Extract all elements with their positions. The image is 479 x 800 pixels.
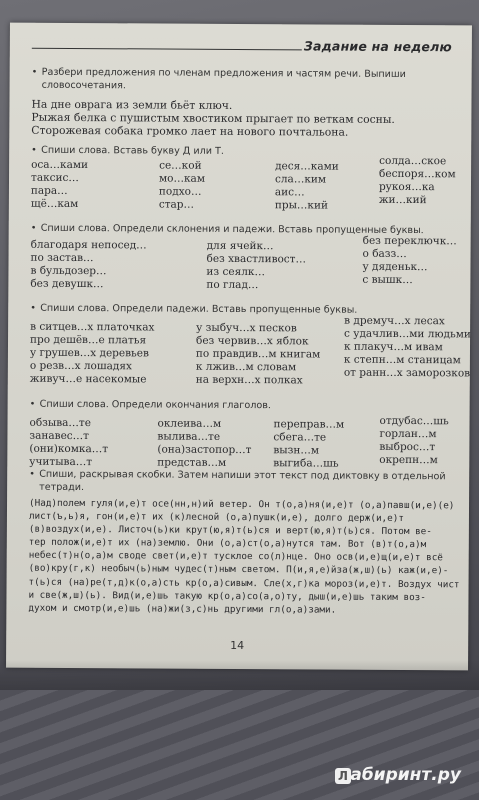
- task2-word: таксис…: [30, 171, 79, 185]
- task1-instruction-text: Разбери предложения по членам предложения и частям речи. Выпиши словосочетания.: [41, 66, 406, 91]
- task5-instruction-text: Спиши слова. Определи окончания глаголов.: [39, 398, 271, 412]
- task5-word-grid: [29, 414, 455, 476]
- task3-word: без хвастливост…: [206, 252, 307, 266]
- task5-word: оклеива…м: [157, 417, 222, 430]
- dictation-line: тер полож(и,е)т их (на)землю. Они (о,а)ст(о,а)нутся там. Вот (в)т(о,а)м: [28, 537, 427, 551]
- task5-word: горлан…м: [379, 427, 437, 441]
- watermark: абиринт.ру: [350, 765, 461, 785]
- page-number: 14: [230, 638, 245, 653]
- task1-instruction: [32, 67, 454, 95]
- task2-word: оса…ками: [31, 158, 89, 172]
- task5-word: занавес…т: [29, 429, 90, 443]
- bullet-icon: •: [31, 144, 37, 156]
- task3-word: по застав…: [30, 251, 94, 265]
- bullet-icon: •: [30, 222, 37, 234]
- task2-word: се…кой: [159, 159, 202, 172]
- page-header: [32, 37, 452, 58]
- task2-word: аис…: [274, 186, 305, 199]
- task2-word: щё…кам: [30, 197, 79, 211]
- dictation-line: лист(ъ,ь)я, гон(и,е)т их (к)лесной (о,а)пушк(и,е), долго держ(и,е)т: [28, 510, 405, 525]
- task1-sentence: Рыжая белка с пушистым хвостиком прыгает по веткам сосны.: [31, 110, 395, 126]
- task4-word: у грушев…х деревьев: [29, 346, 149, 360]
- task1-sentence: На дне оврага из земли бьёт ключ.: [31, 97, 233, 112]
- task4-word: с удачлив…ми людьми: [344, 327, 471, 341]
- task5-word: обзыва…те: [29, 416, 91, 430]
- dictation-line: небес(т)н(о,а)м своде свет(и,е)т тусклое со(л)нце. Оно осв(и,е)щ(и,е)т всё: [28, 550, 443, 564]
- task5-word: выброс…т: [379, 440, 436, 454]
- task4-word: в ситцев…х платочках: [30, 320, 155, 334]
- dictation-line: и све(ж,ш)(ь). Вид(и,е)шь такую кр(о,а)со(а,о)ту, дыш(и,е)шь таким воз-: [28, 589, 426, 603]
- task4-word: о резв…х лошадях: [29, 359, 132, 373]
- task6-dictation-text: [28, 497, 459, 617]
- task2-word: беспоря…ком: [379, 167, 456, 181]
- task4-word: про дешёв…е платья: [30, 333, 147, 347]
- task5-word: окрепн…м: [379, 453, 438, 467]
- task5-word: сбега…те: [273, 431, 327, 444]
- workbook-page: [6, 23, 472, 671]
- task3-word: по глад…: [206, 278, 259, 292]
- task2-word-grid: [30, 154, 457, 218]
- dictation-line: (Над)полем гуля(и,е)т осе(нн,н)ий ветер. Он т(о,а)ня(и,е)т (о,а)павш(и,е)(е): [29, 497, 455, 512]
- task2-word: солда…ское: [379, 154, 447, 168]
- dictation-line: (во)кру(г,к) необыч(ь)ным чудес(т)ным светом. П(и,я,е)йза(ж,ш)(ь) каж(и,е)-: [28, 563, 449, 577]
- task4-word: к лжив…м словам: [195, 360, 297, 374]
- task4-word: у зыбуч…х песков: [196, 321, 297, 335]
- task2-word: рукоя…ка: [378, 180, 435, 194]
- task5-word: отдубас…шь: [379, 414, 449, 428]
- task5-word: учитыва…т: [29, 455, 93, 469]
- bullet-icon: •: [29, 398, 36, 410]
- dictation-line: т(ь)ся (на)ре(т,д)к(о,а)сть кр(о,а)сивым. Сле(х,г)ка мороз(и,е)т. Воздух чист: [28, 576, 460, 590]
- task3-instruction-text: Спиши слова. Определи склонения и падежи. Вставь пропущенные буквы.: [40, 222, 424, 237]
- task6-instruction-text: Спиши, раскрывая скобки. Затем напиши этот текст под диктовку в отдельной тетради.: [39, 468, 446, 493]
- task2-word: сла…ким: [274, 173, 327, 186]
- task4-word: в дремуч…х лесах: [344, 314, 445, 328]
- task5-word: переправ…м: [273, 418, 345, 431]
- task2-word: жи…кий: [378, 193, 427, 207]
- task5-word: вылива…те: [157, 430, 221, 443]
- task4-word: к степн…м станицам: [343, 353, 461, 367]
- dictation-line: (в)воздух(и,е). Листоч(ь)ки крут(ю,я)т(ь)ся и верт(ю,я)т(ь)ся. Потом ве-: [28, 523, 432, 538]
- task1-sentence: Сторожевая собака громко лает на нового почтальона.: [31, 123, 349, 139]
- task3-word: в бульдозер…: [30, 264, 107, 278]
- task4-word: живуч…е насекомые: [29, 372, 147, 386]
- page-title: Задание на неделю: [303, 38, 452, 55]
- task3-word: у дяденьк…: [362, 260, 428, 274]
- task2-word: пара…: [30, 184, 68, 197]
- task5-word: выгиба…шь: [273, 457, 339, 470]
- task4-word: без червив…х яблок: [195, 334, 309, 348]
- bullet-icon: •: [31, 66, 38, 78]
- task5-word: (они)комка…т: [29, 442, 109, 456]
- task3-word: для ячейк…: [206, 239, 274, 253]
- task3-word: благодаря непосед…: [30, 238, 147, 252]
- task4-word: к плакуч…м ивам: [343, 340, 443, 354]
- task3-word: с вышк…: [362, 273, 413, 287]
- task4-word-grid: [29, 314, 471, 394]
- task4-word: на верхн…х полках: [195, 373, 303, 387]
- task3-word: без переключк…: [362, 234, 457, 248]
- task4-word: по правдив…м книгам: [195, 347, 321, 361]
- labirint-logo-icon: Л: [335, 768, 351, 784]
- task5-word: представ…м: [157, 456, 227, 469]
- task5-instruction: [30, 399, 452, 414]
- task6-instruction: [29, 469, 451, 497]
- task3-word: без девушк…: [30, 277, 104, 291]
- task2-word: стар…: [158, 198, 195, 211]
- task2-instruction-text: Спиши слова. Вставь букву Д или Т.: [41, 144, 224, 157]
- task3-word: о базз…: [362, 247, 407, 261]
- task2-word: деся…ками: [275, 160, 339, 173]
- dictation-line: духом и смотр(и,е)шь (на)жи(з,с)нь другими гл(о,а)зами.: [28, 602, 337, 616]
- task2-word: подхо…: [158, 185, 202, 198]
- bullet-icon: •: [30, 302, 36, 314]
- task2-word: пры…кий: [274, 199, 329, 212]
- header-rule: [32, 48, 302, 51]
- task3-word: из сеялк…: [206, 265, 266, 279]
- task4-word: от ранн…х заморозков: [343, 366, 471, 380]
- task3-word-grid: [30, 234, 457, 298]
- task2-word: мо…кам: [158, 172, 206, 185]
- task5-word: вызн…м: [273, 444, 320, 457]
- task4-instruction-text: Спиши слова. Определи падежи. Вставь пропущенные буквы.: [40, 302, 358, 316]
- bullet-icon: •: [29, 468, 35, 480]
- task5-word: (она)застопор…т: [157, 443, 252, 457]
